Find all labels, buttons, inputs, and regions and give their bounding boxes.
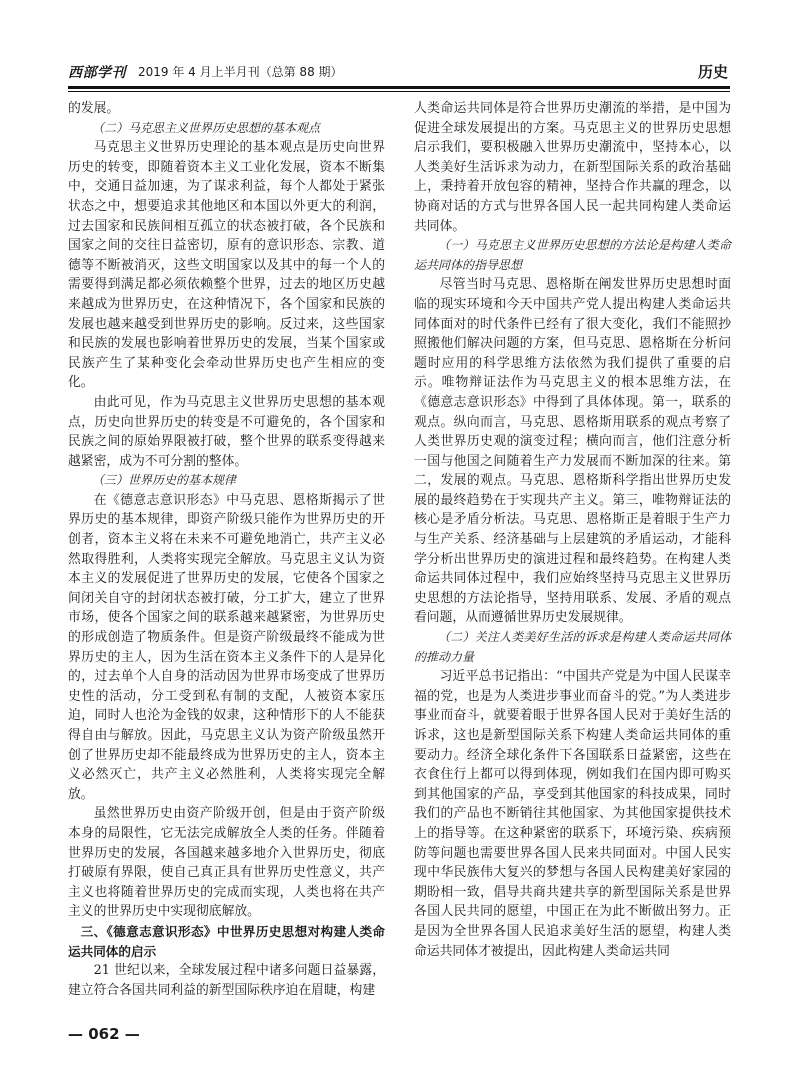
paragraph: 的发展。 (68, 101, 120, 116)
paragraph: 在《德意志意识形态》中马克思、恩格斯揭示了世界历史的基本规律，即资产阶级只能作为世界历史的开创者，资本主义将在未来不可避免地消亡，共产主义必然取得胜利，人类将实现完全解放。马克思主义认为资本主义的发展促进了世界历史的发展，它使各个国家之间闭关自守的封闭状态被打破，分工扩大，建立了世界市场，使各个国家之间的联系越来越紧密，为世界历史的形成创造了物质条件。但是资产阶级最终不能成为世界历史的主人，因为生活在资本主义条件下的人是异化的，过去单个人自身的活动因为世界市场变成了世界历史性的活动，分工受到私有制的支配，人被资本家压迫，同时人也沦为金钱的奴隶，这种情形下的人不能获得自由与解放。因此，马克思主义认为资产阶级虽然开创了世界历史却不能最终成为世界历史的主人，资本主义必然灭亡，共产主义必然胜利，人类将实现完全解放。 (68, 492, 385, 802)
paragraph: 尽管当时马克思、恩格斯在阐发世界历史思想时面临的现实环境和今天中国共产党人提出构建人类命运共同体面对的时代条件已经有了很大变化，我们不能照抄照搬他们解决问题的方案，但马克思、恩格斯在分析问题时应用的科学思维方法依然为我们提供了重要的启示。唯物辩证法作为马克思主义的根本思维方法，在《德意志意识形态》中得到了具体体现。第一，联系的观点。纵向而言，马克思、恩格斯用联系的观点考察了人类世界历史观的演变过程；横向而言，他们注意分析一国与他国之间随着生产力发展而不断加深的往来。第二，发展的观点。马克思、恩格斯科学指出世界历史发展的最终趋势在于实现共产主义。第三，唯物辩证法的核心是矛盾分析法。马克思、恩格斯正是着眼于生产力与生产关系、经济基础与上层建筑的矛盾运动，才能科学分析出世界历史的演进过程和最终趋势。在构建人类命运共同体过程中，我们应始终坚持马克思主义世界历史思想的方法论指导，坚持用联系、发展、矛盾的观点看问题，从而遵循世界历史发展规律。 (414, 277, 731, 626)
subsection-heading: （二）关注人类美好生活的诉求是构建人类命运共同体的推动力量 (414, 630, 731, 664)
subsection-heading: （三）世界历史的基本规律 (92, 473, 237, 488)
left-column (68, 99, 385, 1000)
paragraph: 21 世纪以来，全球发展过程中诸多问题日益暴露，建立符合各国共同利益的新型国际秩序迫在眉睫，构建 (68, 963, 385, 998)
paragraph: 马克思主义世界历史理论的基本观点是历史向世界历史的转变，即随着资本主义工业化发展，资本不断集中，交通日益加速，为了谋求利益，每个人都处于紧张状态之中，想要追求其他地区和本国以外更大的利润，过去国家和民族间相互孤立的状态被打破，各个民族和国家之间的交往日益密切，原有的意识形态、宗教、道德等不断被消灭，这些文明国家以及其中的每一个人的需要得到满足都必须依赖整个世界，过去的地区历史越来越成为世界历史，在这种情况下，各个国家和民族的发展也越来越受到世界历史的影响。反过来，这些国家和民族的发展也影响着世界历史的发展，当某个国家或民族产生了某种变化会牵动世界历史也产生相应的变化。 (68, 140, 385, 391)
page-header (68, 60, 730, 84)
subsection-heading: （一）马克思主义世界历史思想的方法论是构建人类命运共同体的指导思想 (414, 238, 731, 272)
page-number: — 062 — (68, 1025, 140, 1043)
paragraph: 人类命运共同体是符合世界历史潮流的举措，是中国为促进全球发展提出的方案。马克思主义的世界历史思想启示我们，要积极融入世界历史潮流中，坚持本心，以人类美好生活诉求为动力，在新型国际关系的政治基础上，秉持着开放包容的精神，坚持合作共赢的理念，以协商对话的方式与世界各国人民一起共同构建人类命运共同体。 (414, 101, 731, 234)
section-heading: 三、《德意志意识形态》中世界历史思想对构建人类命运共同体的启示 (68, 923, 385, 959)
paragraph: 习近平总书记指出：“中国共产党是为中国人民谋幸福的党，也是为人类进步事业而奋斗的党。”为人类进步事业而奋斗，就要着眼于世界各国人民对于美好生活的诉求，这也是新型国际关系下构建人类命运共同体的重要动力。经济全球化条件下各国联系日益紧密，这些在衣食住行上都可以得到体现，例如我们在国内即可购买到其他国家的产品，享受到其他国家的科技成果，同时我们的产品也不断销往其他国家、为其他国家提供技术上的指导等。在这种紧密的联系下，环境污染、疾病预防等问题也需要世界各国人民来共同面对。中国人民实现中华民族伟大复兴的梦想与各国人民构建美好家园的期盼相一致，倡导共商共建共享的新型国际关系是世界各国人民共同的愿望，中国正在为此不断做出努力。正是因为全世界各国人民追求美好生活的愿望，构建人类命运共同体才被提出，因此构建人类命运共同 (414, 669, 731, 959)
section-label: 历史 (697, 63, 728, 81)
issue-info: 2019 年 4 月上半月刊（总第 88 期） (138, 65, 343, 79)
right-column (414, 99, 731, 961)
header-rule-thick (68, 86, 730, 89)
header-rule-thin (68, 91, 730, 92)
journal-logo: 西部学刊 (68, 65, 126, 81)
paragraph: 由此可见，作为马克思主义世界历史思想的基本观点，历史向世界历史的转变是不可避免的，各个国家和民族之间的原始界限被打破，整个世界的联系变得越来越紧密，成为不可分割的整体。 (68, 394, 385, 469)
paragraph: 虽然世界历史由资产阶级开创，但是由于资产阶级本身的局限性，它无法完成解放全人类的任务。伴随着世界历史的发展，各国越来越多地介入世界历史，彻底打破原有界限，使自己真正具有世界历史性意义，共产主义也将随着世界历史的完成而实现，人类也将在共产主义的世界历史中实现彻底解放。 (68, 806, 385, 920)
subsection-heading: （二）马克思主义世界历史思想的基本观点 (92, 120, 321, 135)
